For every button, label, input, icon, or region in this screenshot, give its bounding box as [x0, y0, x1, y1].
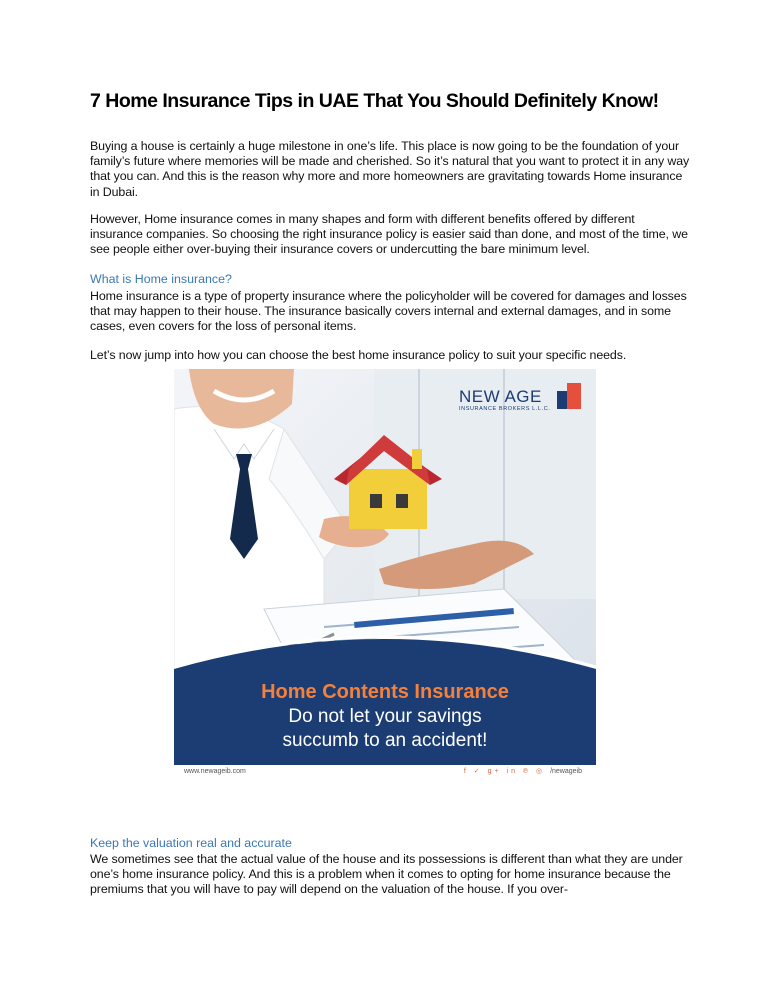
logo-brand-text: NEW AGE [459, 387, 542, 406]
ad-social-handle: /newageib [550, 768, 582, 775]
document-title: 7 Home Insurance Tips in UAE That You Should Definitely Know! [90, 90, 659, 112]
intro-paragraph: Buying a house is certainly a huge milestone in one’s life. This place is now going to be the foundation of your family’s future where memories will be made and cherished. So it’s natural that you want to protect it in any way that you can. And this is the reason why more and more homeowners are gravitating towards Home insurance in Dubai. [90, 139, 690, 199]
section-heading-what-is-home-insurance: What is Home insurance? [90, 272, 232, 286]
ad-footer [174, 765, 596, 782]
social-media-icons: f ✓ g+ in ℗ ◎ [463, 768, 546, 775]
valuation-text: We sometimes see that the actual value of the house and its possessions is different than what they are under one’s home insurance policy. And this is a problem when it comes to opting for home insurance because the premiums that you will have to pay will depend on the valuation of the house. If you over- [90, 852, 683, 897]
second-paragraph: However, Home insurance comes in many shapes and form with different benefits offered by different insurance companies. So choosing the right insurance policy is easier said than done, and most of the time, we see people either over-buying their insurance covers or undercutting the bare minimum level. [90, 212, 688, 257]
what-is-home-insurance-text: Home insurance is a type of property insurance where the policyholder will be covered for damages and losses that may happen to their house. The insurance basically covers internal and external damages, and in some cases, even covers for the loss of personal items. [90, 289, 687, 334]
ad-social-icons [464, 767, 582, 775]
home-contents-insurance-ad-image [174, 369, 596, 782]
ad-website-url: www.newageib.com [184, 768, 246, 775]
section-heading-valuation: Keep the valuation real and accurate [90, 836, 292, 850]
ad-headline: Home Contents Insurance [261, 681, 509, 703]
logo-subtitle-text: INSURANCE BROKERS L.L.C. [459, 406, 551, 412]
ad-tagline-line-1: Do not let your savings [288, 706, 482, 727]
ad-tagline-line-2: succumb to an accident! [282, 730, 488, 751]
transition-paragraph: Let’s now jump into how you can choose the best home insurance policy to suit your specific needs. [90, 348, 627, 362]
